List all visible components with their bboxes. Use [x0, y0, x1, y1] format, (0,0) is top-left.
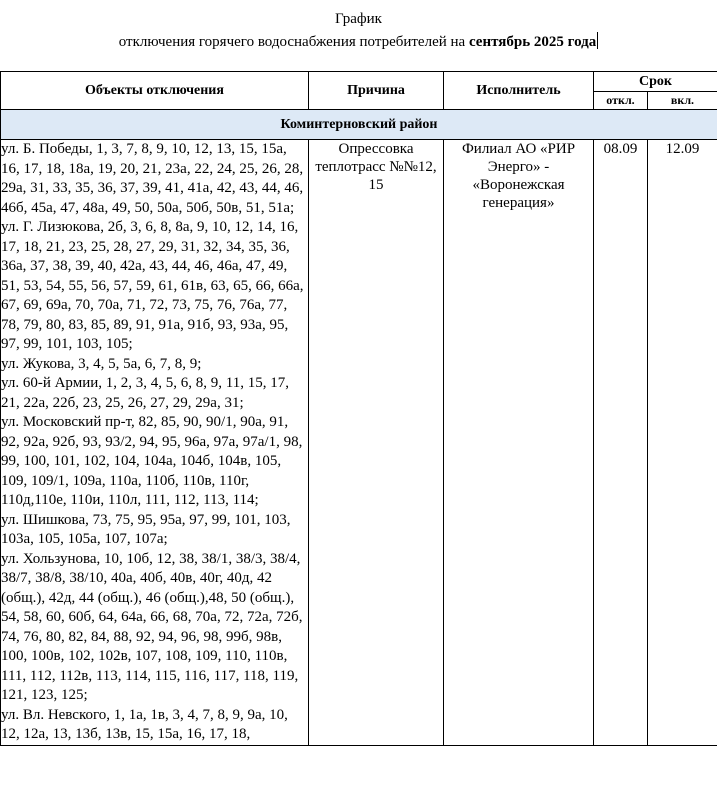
off-date-cell: 08.09 — [594, 140, 648, 746]
document-title: График — [335, 11, 382, 27]
column-header-term: Срок — [594, 72, 717, 92]
text-cursor — [597, 32, 598, 49]
address-line: ул. Хользунова, 10, 10б, 12, 38, 38/1, 38/3, 38/4, 38/7, 38/8, 38/10, 40а, 40б, 40в, 40г, 40д, 42 (общ.), 42д, 44 (общ.), 46 (общ.),48, 50 (общ.), 54, 58, 60, 60б, 64, 64а, 66, 68, 70а, 72, 72а, 72б, 74, 76, 80, 82, 84, 88, 92, 94, 96, 98, 99б, 98в, 100, 100в, 102, 102в, 107, 108, 109, 110, 110в, 111, 112, 112в, 113, 114, 115, 116, 117, 118, 119, 121, 123, 125; — [1, 550, 303, 703]
objects-cell — [1, 140, 309, 746]
executor-cell: Филиал АО «РИР Энерго» - «Воронежская генерация» — [444, 140, 594, 746]
address-line: ул. Вл. Невского, 1, 1а, 1в, 3, 4, 7, 8, 9, 9а, 10, 12, 12а, 13, 13б, 13в, 15, 15а, 16, 17, 18, — [1, 706, 288, 742]
reason-cell: Опрессовка теплотрасс №№12, 15 — [309, 140, 444, 746]
column-header-executor: Исполнитель — [444, 72, 594, 110]
column-header-objects: Объекты отключения — [1, 72, 309, 110]
address-line: ул. Шишкова, 73, 75, 95, 95а, 97, 99, 101, 103, 103а, 105, 105а, 107, 107а; — [1, 511, 291, 547]
address-line: ул. Б. Победы, 1, 3, 7, 8, 9, 10, 12, 13, 15, 15а, 16, 17, 18, 18а, 19, 20, 21, 23а, 22, 24, 25, 26, 28, 29а, 31, 33, 35, 36, 37, 39, 41, 41а, 42, 43, 44, 46, 46б, 45а, 47, 48а, 49, 50, 50а, 50б, 50в, 51, 51а; — [1, 141, 304, 216]
address-line: ул. 60-й Армии, 1, 2, 3, 4, 5, 6, 8, 9, 11, 15, 17, 21, 22а, 22б, 23, 25, 26, 27, 29, 29а, 31; — [1, 375, 289, 411]
document-subtitle — [0, 32, 717, 51]
column-header-on: вкл. — [648, 92, 717, 110]
subtitle-period: сентябрь 2025 года — [468, 34, 597, 50]
column-header-reason: Причина — [309, 72, 444, 110]
column-header-off: откл. — [594, 92, 648, 110]
address-line: ул. Г. Лизюкова, 2б, 3, 6, 8, 8а, 9, 10, 12, 14, 16, 17, 18, 21, 23, 25, 28, 27, 29, 31, 32, 34, 35, 36, 36а, 37, 38, 39, 40, 42а, 43, 44, 46, 46а, 47, 49, 51, 53, 54, 55, 56, 57, 59, 61, 61в, 63, 65, 66, 66а, 67, 69, 69а, 70, 70а, 71, 72, 73, 75, 76, 76а, 77, 78, 79, 80, 83, 85, 89, 91, 91а, 91б, 93, 93а, 95, 97, 99, 101, 103, 105; — [1, 219, 304, 352]
address-line: ул. Жукова, 3, 4, 5, 5а, 6, 7, 8, 9; — [1, 355, 202, 372]
schedule-table — [0, 71, 717, 746]
on-date-cell: 12.09 — [648, 140, 717, 746]
address-line: ул. Московский пр-т, 82, 85, 90, 90/1, 90а, 91, 92, 92а, 92б, 93, 93/2, 94, 95, 96а, 97а, 97а/1, 98, 99, 100, 101, 102, 104, 104а, 104б, 104в, 105, 109, 109/1, 109а, 110а, 110б, 110в, 110г, 110д,110е, 110и, 110л, 111, 112, 113, 114; — [1, 414, 303, 508]
district-row — [1, 110, 717, 140]
table-row — [1, 140, 717, 746]
district-name: Коминтерновский район — [1, 110, 717, 140]
subtitle-text: отключения горячего водоснабжения потребителей на — [118, 34, 469, 50]
